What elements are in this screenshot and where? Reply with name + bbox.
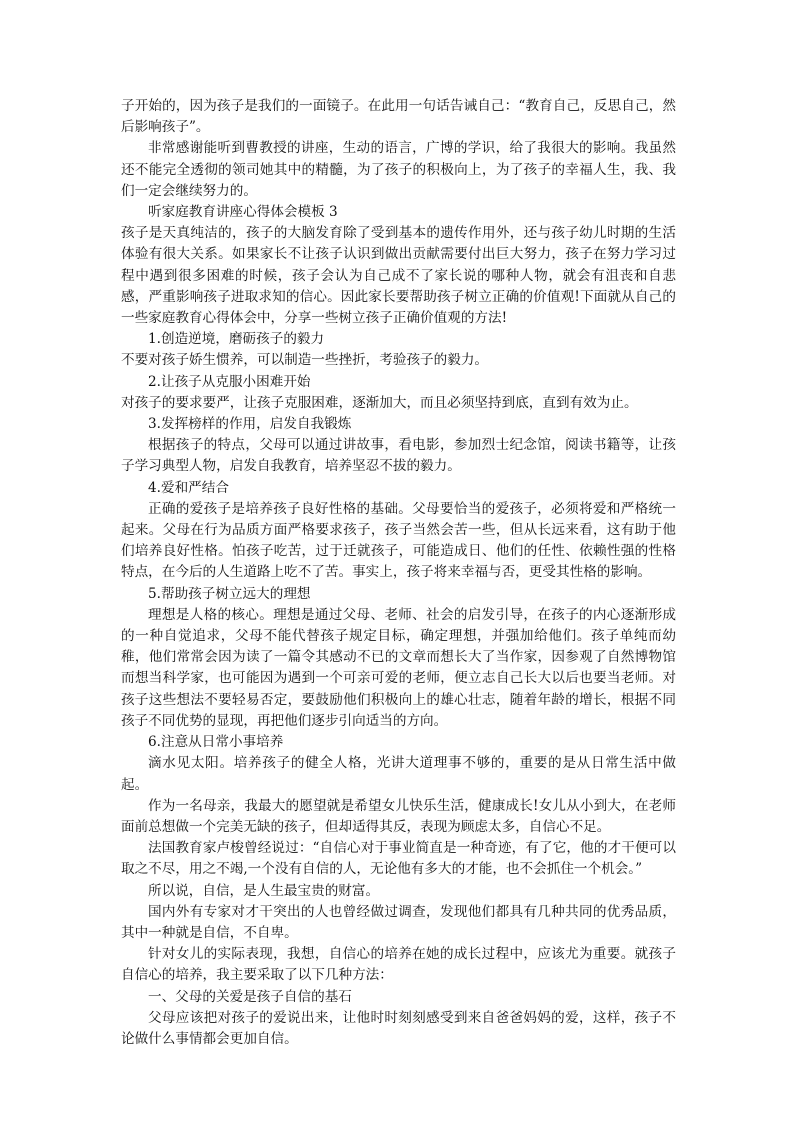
paragraph-thanks: 非常感谢能听到曹教授的讲座，生动的语言，广博的学识，给了我很大的影响。我虽然还不能完全透彻的领司她其中的精髓，为了孩子的积极向上，为了孩子的幸福人生，我、我们一定会继续努力的。	[121, 140, 676, 199]
method-body-1: 不要对孩子娇生惯养，可以制造一些挫折，考验孩子的毅力。	[121, 352, 489, 369]
method-heading-5: 5.帮助孩子树立远大的理想	[148, 585, 311, 602]
method-heading-4: 4.爱和严结合	[148, 479, 229, 496]
paragraph-survey: 国内外有专家对才干突出的人也曾经做过调查，发现他们都具有几种共同的优秀品质，其中一种就是自信，不自卑。	[121, 903, 676, 941]
method-body-4: 正确的爱孩子是培养孩子良好性格的基础。父母要恰当的爱孩子，必须将爱和严格统一起来。父母在行为品质方面严格要求孩子，孩子当然会苦一些，但从长远来看，这有助于他们培养良好性格。怕孩子吃苦，过于迁就孩子，可能造成日、他们的任性、依赖性强的性格特点，在今后的人生道路上吃不了苦。事实上，孩子将来幸福与否，更受其性格的影响。	[121, 500, 676, 581]
section-title: 听家庭教育讲座心得体会模板 3	[148, 204, 338, 221]
method-heading-1: 1.创造逆境，磨砺孩子的毅力	[148, 331, 325, 348]
paragraph-intro: 孩子是天真纯洁的，孩子的大脑发育除了受到基本的遗传作用外，还与孩子幼儿时期的生活体验有很大关系。如果家长不让孩子认识到做出贡献需要付出巨大努力，孩子在努力学习过程中遇到很多困难的时候，孩子会认为自己成不了家长说的哪种人物，就会有沮丧和自悲感，严重影响孩子进取求知的信心。因此家长要帮助孩子树立正确的价值观!下面就从自己的一些家庭教育心得体会中，分享一些树立孩子正确价值观的方法!	[121, 225, 676, 327]
method-heading-6: 6.注意从日常小事培养	[148, 734, 284, 751]
document-page	[121, 96, 676, 1050]
method-body-3: 根据孩子的特点，父母可以通过讲故事，看电影，参加烈士纪念馆，阅读书籍等，让孩子学习典型人物，启发自我教育，培养坚忍不拔的毅力。	[121, 437, 676, 475]
paragraph-daughter: 针对女儿的实际表现，我想，自信心的培养在她的成长过程中，应该尤为重要。就孩子自信心的培养，我主要采取了以下几种方法：	[121, 946, 676, 984]
method-body-6: 滴水见太阳。培养孩子的健全人格，光讲大道理事不够的，重要的是从日常生活中做起。	[121, 755, 676, 793]
method-heading-3: 3.发挥榜样的作用，启发自我锻炼	[148, 416, 352, 433]
paragraph-parents-love: 父母应该把对孩子的爱说出来，让他时时刻刻感受到来自爸爸妈妈的爱，这样，孩子不论做什么事情都会更加自信。	[121, 1009, 676, 1047]
paragraph-rousseau-quote: 法国教育家卢梭曾经说过：“自信心对于事业简直是一种奇迹，有了它，他的才干便可以取之不尽，用之不竭,一个没有自信的人，无论他有多大的才能，也不会抓住一个机会。”	[121, 840, 676, 878]
paragraph-continuation: 子开始的，因为孩子是我们的一面镜子。在此用一句话告诫自己：“教育自己，反思自己，然后影响孩子”。	[121, 98, 676, 136]
method-body-5: 理想是人格的核心。理想是通过父母、老师、社会的启发引导，在孩子的内心逐渐形成的一种自觉追求，父母不能代替孩子规定目标，确定理想，并强加给他们。孩子单纯而幼稚，他们常常会因为读了一篇令其感动不已的文章而想长大了当作家，因参观了自然博物馆而想当科学家，也可能因为遇到一个可亲可爱的老师，便立志自己长大以后也要当老师。对孩子这些想法不要轻易否定，要鼓励他们积极向上的雄心壮志，随着年龄的增长，根据不同孩子不同优势的显现，再把他们逐步引向适当的方向。	[121, 606, 676, 729]
method-body-2: 对孩子的要求要严，让孩子克服困难，逐渐加大，而且必须坚持到底，直到有效为止。	[121, 394, 638, 411]
subsection-heading-1: 一、父母的关爱是孩子自信的基石	[148, 988, 352, 1005]
paragraph-confidence-wealth: 所以说，自信，是人生最宝贵的财富。	[148, 882, 380, 899]
method-heading-2: 2.让孩子从克服小困难开始	[148, 373, 311, 390]
paragraph-mother: 作为一名母亲，我最大的愿望就是希望女儿快乐生活，健康成长!女儿从小到大，在老师面前总想做一个完美无缺的孩子，但却适得其反，表现为顾虑太多，自信心不足。	[121, 797, 676, 835]
